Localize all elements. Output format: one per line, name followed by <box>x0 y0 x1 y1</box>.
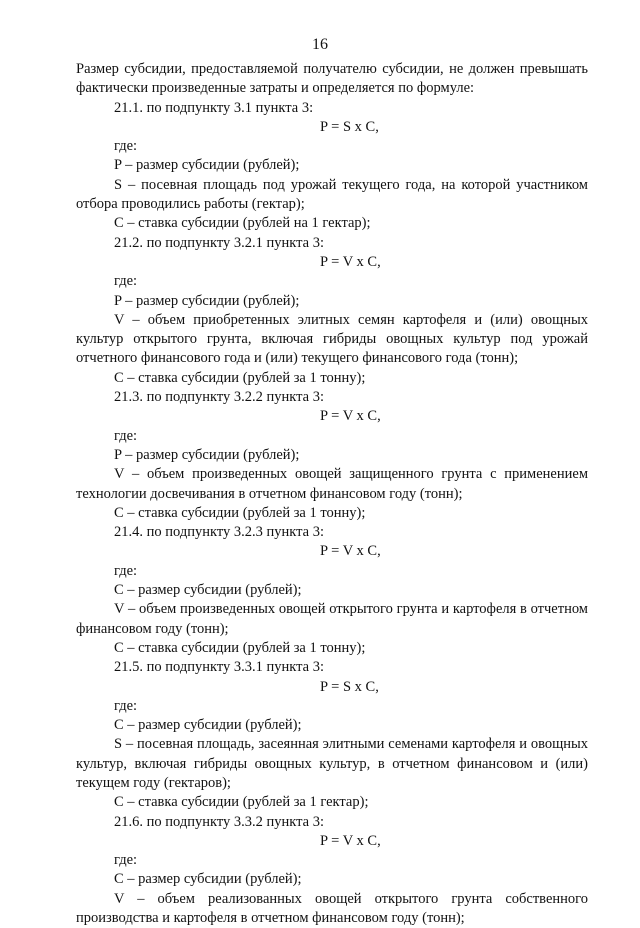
paragraph: C – ставка субсидии (рублей за 1 гектар); <box>114 794 369 811</box>
formula: P = V x C, <box>320 543 381 560</box>
paragraph: C – ставка субсидии (рублей за 1 тонну); <box>114 639 366 656</box>
paragraph: Размер субсидии, предоставляемой получателю субсидии, не должен превышать фактически произведенные затраты и определяется по формуле: <box>76 61 588 97</box>
paragraph: 21.5. по подпункту 3.3.1 пункта 3: <box>114 659 324 676</box>
formula: P = V x C, <box>320 253 381 270</box>
paragraph: V – объем реализованных овощей открытого грунта собственного производства и картофеля в отчетном финансовом году (тонн); <box>76 890 588 927</box>
paragraph: 21.4. по подпункту 3.2.3 пункта 3: <box>114 524 324 541</box>
where-label: где: <box>114 697 138 714</box>
page-number: 16 <box>312 36 328 53</box>
paragraph: P – размер субсидии (рублей); <box>114 292 300 309</box>
formula: P = S x C, <box>320 118 379 135</box>
paragraph: S – посевная площадь, засеянная элитными семенами картофеля и овощных культур, включая гибриды овощных культур, в отчетном финансовом и (или) текущем году (гектаров); <box>76 736 588 791</box>
formula: P = S x C, <box>320 678 379 695</box>
paragraph: 21.3. по подпункту 3.2.2 пункта 3: <box>114 389 324 406</box>
paragraph: C – размер субсидии (рублей); <box>114 582 302 599</box>
paragraph: C – размер субсидии (рублей); <box>114 717 302 734</box>
paragraph: C – ставка субсидии (рублей на 1 гектар); <box>114 215 371 232</box>
formula: P = V x C, <box>320 408 381 425</box>
where-label: где: <box>114 562 138 579</box>
where-label: где: <box>114 138 138 155</box>
paragraph: C – размер субсидии (рублей); <box>114 871 302 888</box>
paragraph: P – размер субсидии (рублей); <box>114 157 300 174</box>
paragraph: P – размер субсидии (рублей); <box>114 446 300 463</box>
paragraph: V – объем произведенных овощей открытого грунта и картофеля в отчетном финансовом году (тонн); <box>76 601 588 637</box>
paragraph: 21.2. по подпункту 3.2.1 пункта 3: <box>114 234 324 251</box>
where-label: где: <box>114 273 138 290</box>
where-label: где: <box>114 852 138 869</box>
paragraph: S – посевная площадь под урожай текущего года, на которой участником отбора проводились работы (гектар); <box>76 176 588 213</box>
paragraph: V – объем произведенных овощей защищенного грунта с применением технологии досвечивания в отчетном финансовом году (тонн); <box>76 466 588 502</box>
paragraph: 21.1. по подпункту 3.1 пункта 3: <box>114 99 314 116</box>
document-body <box>76 60 588 928</box>
where-label: где: <box>114 427 138 444</box>
formula: P = V x C, <box>320 832 381 849</box>
paragraph: C – ставка субсидии (рублей за 1 тонну); <box>114 504 366 521</box>
paragraph: 21.6. по подпункту 3.3.2 пункта 3: <box>114 813 324 830</box>
paragraph: V – объем приобретенных элитных семян картофеля и (или) овощных культур открытого грунта, включая гибриды овощных культур под урожай отчетного финансового года и (или) текущего финансового года (тонн); <box>76 311 588 367</box>
paragraph: C – ставка субсидии (рублей за 1 тонну); <box>114 369 366 386</box>
